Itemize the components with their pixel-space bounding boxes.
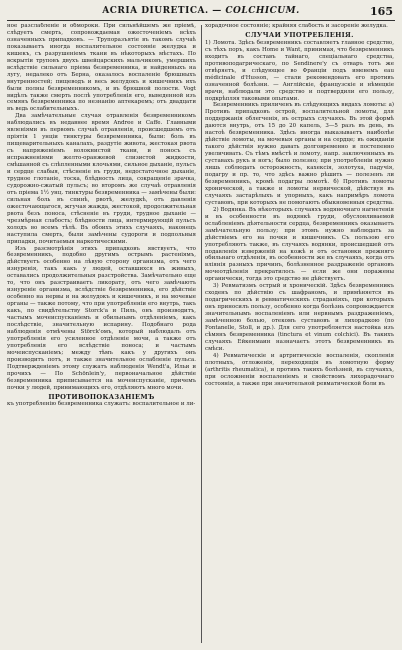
page-header	[7, 6, 395, 21]
running-title-left: ACRIA DIURETICA.	[102, 6, 209, 16]
section-heading-contraindications: ПРОТИВОПОКАЗАНІЕМЪ	[48, 392, 155, 401]
right-paragraph: Безвременникъ приличенъ въ слѣдующихъ видахъ ломоты: а) Противъ припадковъ острой, воспалительной ломоты, для поддержанія облегченія, въ острыхъ случаяхъ. Въ этой формѣ даются внутрь, отъ 15 до 20 капель, 3—5 разъ въ день, въ настоѣ безвременника. Здѣсь иногда выказываетъ наиболѣе дѣйствіе ломоты, на мочевыя органы и на сердце; въ ожиданіи такого дѣйствія нужно давать долговременно и постепенно увеличивать. Съ тѣмъ вмѣстѣ и ломоту, напр. заключенныхъ въ суставахъ рукъ и ногъ; было полезно; при употребленіи нужно лишь соблюдать осторожность, кахексія, золотуха, падучія, подагру и пр. то, что здѣсь важно рѣшить — полезенъ ли безвременникъ, кромѣ подагры ломотѣ. б) Противъ ломоты хронической, а также и ломоты нервической, дѣйствуя въ случаяхъ застарѣлыхъ и упорныхъ, какъ напримѣръ ломота суставовъ, при которыхъ не помогаютъ обыкновенныя средства.	[205, 102, 394, 206]
left-column	[7, 23, 196, 645]
right-heading-paragraph	[205, 32, 394, 103]
right-paragraph: 3) Ревматизмъ острый и хроническій. Здѣсь безвременникъ сходенъ по дѣйствію съ шафраномъ, и примѣняется въ подагрическихъ и ревматическихъ страданіяхъ, при которыхъ онъ приносилъ пользу, особенно когда болѣзнь сопровождается значительнымъ воспаленіемъ или нервнымъ раздраженіемъ, замѣченною болью, отекомъ суставовъ и лихорадкою (по Fontanelle, Stoll, и др.). Для сего употребляется настойка изъ сѣмянъ безвременника (tinctura et vinum colchici). Въ такихъ случаяхъ Ейкенмаин назначаетъ этотъ безвременникъ въ смѣси.	[205, 283, 394, 352]
page-number: 165	[370, 5, 393, 18]
right-column	[205, 23, 394, 645]
left-heading-text: къ употребленію безвременника служатъ: воспалительное и ли-	[7, 401, 196, 408]
left-paragraph: ное разслабленіе и обмороки. При сильнѣйшемъ же пріемѣ, слѣдуетъ смерть, сопровождаемая ожесточеніемъ всѣхъ означенныхъ припадковъ. — Трупоразъятіе въ такомъ случаѣ показываетъ иногда воспалительное состояніе желудка и кишекъ, съ разрушеніемъ ткани въ нѣкоторыхъ мѣстахъ. По вскрытіи труповъ двухъ швейцарскихъ мальчиковъ, умершихъ вслѣдствіе сильнаго пріема безвременника, и найденныхъ на лугу, недалеко отъ Берна, оказалось воспаленіе брюшныхъ внутренностей; пищеводъ и весь желудокъ и кишечникъ ихъ были полны безвременникомъ, и въ брюшной полости. Vogt видѣлъ также смерть послѣ употребленія его, выведенной изъ семянъ безвременника по незнанію аптекаремъ; отъ двадцати въ ведь ослабительныхъ.	[7, 23, 196, 113]
right-paragraph: 4) Ревматическіе и артритическіе воспаленія, скопленія плотныхъ, отложенія, переходящія въ ломотную форму (arthritis rheumatica), и противъ такихъ болѣзней, въ случаяхъ, при осложненіи воспаленіемъ и свойствомъ лихорадочнаго состоянія, а также при значительной ревматической боли въ	[205, 352, 394, 387]
right-paragraph: хорадочное состояніе; крайняя слабость и засореніе желудка.	[205, 23, 388, 29]
running-title-separator: —	[208, 6, 226, 16]
running-title	[7, 6, 395, 16]
left-heading-paragraph	[7, 394, 196, 409]
right-heading-text: 1) Ломота. Здѣсь безвременникъ составляетъ главное средство, съ тѣхъ поръ, какъ Home и Want, принимая, что безвременникъ входитъ въ составъ тайнаго, спеціальнаго средства, противоподагрическаго, по Sendinerе'у съ отваръ тотъ же отвѣряетъ, и слѣдующее во Франціи подъ именемъ eau médicinale d'Husson, — стали рекомендовать его противъ означенной болѣзни. — Англійскіе, французскіе и нѣмецкіе врачи, наблюдали это средство и подтвердили его пользу, подкрѣпляя таковыми опытами.	[205, 39, 394, 102]
text-columns	[7, 23, 395, 645]
section-heading-uses: СЛУЧАИ УПОТРЕБЛЕНІЯ.	[245, 30, 354, 39]
right-paragraph: 2) Водянка. Въ нѣкоторыхъ случаяхъ водяночнаго нагнетенія и въ особенности въ водянкѣ груди, обусловливаемой ослабленіемъ дѣятельности сердца, безвременникъ оказываетъ замѣчательную пользу; при этомъ нужно наблюдать за дѣйствіемъ его на почки и кишечникъ. Съ пользою его употребляютъ также, въ случаяхъ водянки, происшедшей отъ подавленія изверженій на кожѣ и отъ остановки прежняго обильнаго отдѣленія, въ особенности же въ случаяхъ, когда отъ вліянія разныхъ причинъ, болѣзненное раздраженіе органовъ мочеотдѣленія прекратилось — если же они поражены органически, тогда это средство не дѣйствуетъ.	[205, 206, 394, 283]
left-paragraph: Изъ разсмотрѣнія этихъ припадковъ явствуетъ, что безвременникъ, подобно другимъ острымъ растеніямъ, дѣйствуетъ особенно на лѣвую сторону организма, отъ чего изнуренія, такъ какъ у людей, оставшихся въ живыхъ, оставались продолжительныя разстройства. Замѣчательно еще то, что онъ разстраиваетъ ликорату, отъ чего замѣчаютъ изнуреніе организма, вслѣдствіе безвременника, его дѣйствіе особенно на нервы и на желудокъ и кишечникъ, и на мочевые органы — также потому, что при употребленіи его внутрь, такъ какъ, по свидѣтельству Storck'а и Пиль, онъ производитъ, частымъ мочеиспусканіемъ и обильнымъ отдѣленіемъ, какъ послѣдствіе, значительную испарину. Подобнаго рода наблюденія отмѣчены Störck'омъ, который наблюдалъ отъ употребленія его усиленное отдѣленіе мочи, а также отъ употребленія его вслѣдствіе поноса; и частымъ мочеиспусканіемъ; между тѣмъ какъ у другихъ онъ производитъ потъ, и также значительное ослабленіе пульса. Подтвержденіемъ этому служатъ наблюденія Wendt'a, Ильи и прочихъ — По Schönlein'у, первоначальное дѣйствіе безвременника приписывается на мочеиспусканіе, причемъ почки у людей, принимающихъ его, отдѣляютъ много мочи.	[7, 245, 196, 391]
running-title-right: COLCHICUM.	[225, 6, 300, 16]
column-divider	[201, 25, 202, 643]
left-paragraph: Два замѣчательные случая отравленія безвременникомъ наблюдались въ недавнее время Andree и Caffe. Главными явленіями въ первомъ случаѣ отравленія, происшедшемъ отъ пріятія 1 унціи тинктуры безвременника, были: боль въ пищеварительныхъ каналахъ, раздутіе живота, жестокая рвота съ напряженіемъ волокнистой ткани, и поносъ съ испражненіями желто-оранжевой слизистой жидкости, смѣшанной съ слѣпленными клочьями, сильное дыханіе, пульсъ и сердце слабыя, стѣсненіе въ груди, недостаточное дыханіе, трудное глотаніе, тоска, блѣдность лица, сокращеніе зрачка, судорожно-сжатый пульсъ; во второмъ же случаѣ отравленія отъ пріема 1½ унц. тинктуры безвременника — замѣчены были: сильная боль въ спинѣ, рвотѣ, желудкѣ, отъ давленія ожесточающагося, жгучая жажда, жестокой, продолжительная рвота безъ поноса, стѣсненіе въ груди, трудное дыханіе — чрезмѣрная слабость; блѣдности лица, интермирующій пульсъ холодъ во всемъ тѣлѣ. Въ обоихъ этихъ случаяхъ, наконецъ наступила смерть, были замѣчены судороги и подпольныя припадки, почитаемыя наркотическими.	[7, 113, 196, 245]
